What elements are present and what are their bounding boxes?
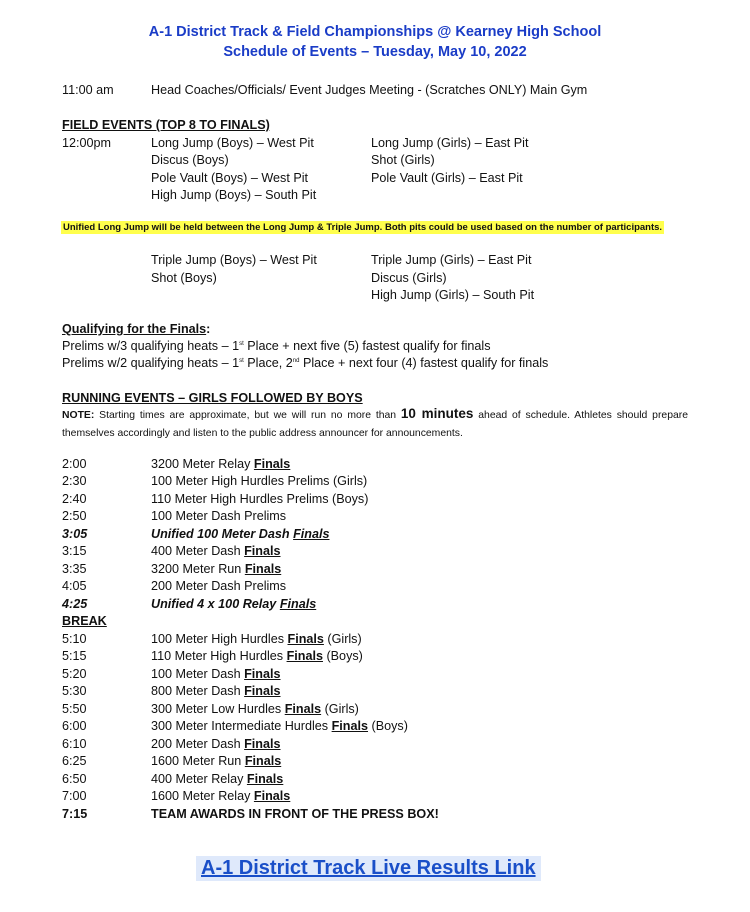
qualifying-rule-2: Prelims w/2 qualifying heats – 1st Place, 2nd Place + next four (4) fastest qualify for finals	[62, 356, 549, 370]
finals-label: Finals	[244, 684, 281, 699]
field-event-item: Pole Vault (Girls) – East Pit	[371, 171, 523, 185]
finals-label: Finals	[253, 457, 291, 471]
field-event-item: High Jump (Boys) – South Pit	[151, 188, 317, 202]
event-time: 6:10	[62, 736, 87, 751]
event-time: 4:25	[62, 596, 88, 611]
event-name: 800 Meter Dash Finals	[151, 684, 281, 699]
event-name: Unified 100 Meter Dash Finals	[151, 526, 330, 541]
field-event-item: Long Jump (Girls) – East Pit	[371, 136, 529, 150]
event-time: 4:05	[62, 579, 87, 594]
event-name: 1600 Meter Relay Finals	[151, 789, 291, 804]
finals-label: Finals	[253, 789, 291, 804]
event-time: 6:00	[62, 719, 87, 734]
event-name: 110 Meter High Hurdles Finals (Boys)	[151, 649, 363, 664]
event-name: 100 Meter High Hurdles Prelims (Girls)	[151, 474, 368, 489]
event-name: 3200 Meter Run Finals	[151, 561, 282, 576]
qualifying-rule-1: Prelims w/3 qualifying heats – 1st Place + next five (5) fastest qualify for finals	[62, 339, 491, 353]
event-time: 2:50	[62, 509, 87, 524]
event-name: 100 Meter Dash Finals	[151, 666, 281, 681]
finals-label: Finals	[244, 754, 282, 769]
event-name: Unified 4 x 100 Relay Finals	[151, 596, 317, 611]
event-name: 400 Meter Dash Finals	[151, 544, 281, 559]
page-title: A-1 District Track & Field Championships @ Kearney High School	[148, 24, 602, 40]
event-name: 110 Meter High Hurdles Prelims (Boys)	[151, 491, 369, 506]
live-results-link[interactable]: A-1 District Track Live Results Link	[201, 857, 536, 879]
results-link-box[interactable]	[196, 856, 541, 881]
event-time: 5:20	[62, 666, 87, 681]
event-name: 3200 Meter Relay Finals	[151, 457, 291, 471]
event-name: 400 Meter Relay Finals	[151, 771, 284, 786]
field-event-item: High Jump (Girls) – South Pit	[371, 288, 535, 302]
event-time: 6:25	[62, 754, 87, 769]
finals-label: Finals	[293, 526, 330, 541]
break-label: BREAK	[62, 614, 107, 628]
qualifying-heading: Qualifying for the Finals:	[62, 322, 211, 336]
finals-label: Finals	[244, 561, 282, 576]
finals-label: Finals	[244, 736, 281, 751]
finals-label: Finals	[246, 771, 284, 786]
field-event-item: Shot (Boys)	[151, 271, 217, 285]
event-time: 3:15	[62, 544, 87, 559]
field-event-item: Triple Jump (Girls) – East Pit	[371, 253, 532, 267]
field-events-time: 12:00pm	[62, 136, 112, 150]
event-time: 3:05	[62, 526, 88, 541]
finals-label: Finals	[286, 649, 323, 664]
meeting-text: Head Coaches/Officials/ Event Judges Meeting - (Scratches ONLY) Main Gym	[151, 83, 588, 97]
finals-label: Finals	[244, 666, 281, 681]
event-name: 300 Meter Low Hurdles Finals (Girls)	[151, 701, 359, 716]
running-note: NOTE: Starting times are approximate, but we will run no more than 10 minutes ahead of schedule. Athletes should prepare themselves accordingly and listen to the public address announcer for announcements.	[62, 406, 688, 439]
event-time: 5:10	[62, 632, 87, 646]
event-time: 7:00	[62, 789, 87, 804]
event-name: 300 Meter Intermediate Hurdles Finals (Boys)	[151, 719, 408, 734]
event-time: 2:00	[62, 457, 87, 471]
event-time: 2:40	[62, 491, 87, 506]
field-event-item: Discus (Boys)	[151, 153, 229, 167]
event-name: 100 Meter Dash Prelims	[151, 509, 287, 524]
field-events-heading: FIELD EVENTS (TOP 8 TO FINALS)	[62, 118, 270, 132]
event-name: 1600 Meter Run Finals	[151, 754, 282, 769]
event-time: 2:30	[62, 474, 87, 489]
field-event-item: Pole Vault (Boys) – West Pit	[151, 171, 309, 185]
event-time: 5:15	[62, 649, 87, 664]
event-name: 200 Meter Dash Finals	[151, 736, 281, 751]
field-event-item: Long Jump (Boys) – West Pit	[151, 136, 314, 150]
unified-long-jump-note: Unified Long Jump will be held between the Long Jump & Triple Jump. Both pits could be used based on the number of participants.	[63, 222, 663, 233]
finals-label: Finals	[287, 632, 324, 646]
event-name: TEAM AWARDS IN FRONT OF THE PRESS BOX!	[151, 806, 439, 821]
event-time: 7:15	[62, 806, 88, 821]
finals-label: Finals	[244, 544, 281, 559]
event-time: 5:50	[62, 701, 87, 716]
event-time: 6:50	[62, 771, 87, 786]
field-event-item: Discus (Girls)	[371, 271, 447, 285]
field-event-item: Triple Jump (Boys) – West Pit	[151, 253, 317, 267]
meeting-time: 11:00 am	[62, 83, 114, 97]
event-name: 200 Meter Dash Prelims	[151, 579, 287, 594]
event-time: 5:30	[62, 684, 87, 699]
finals-label: Finals	[279, 596, 317, 611]
running-events-heading: RUNNING EVENTS – GIRLS FOLLOWED BY BOYS	[62, 391, 363, 405]
event-time: 3:35	[62, 561, 87, 576]
finals-label: Finals	[284, 701, 322, 716]
finals-label: Finals	[331, 719, 369, 734]
page-subtitle: Schedule of Events – Tuesday, May 10, 2022	[223, 44, 527, 60]
event-name: 100 Meter High Hurdles Finals (Girls)	[151, 632, 362, 646]
field-event-item: Shot (Girls)	[371, 153, 435, 167]
